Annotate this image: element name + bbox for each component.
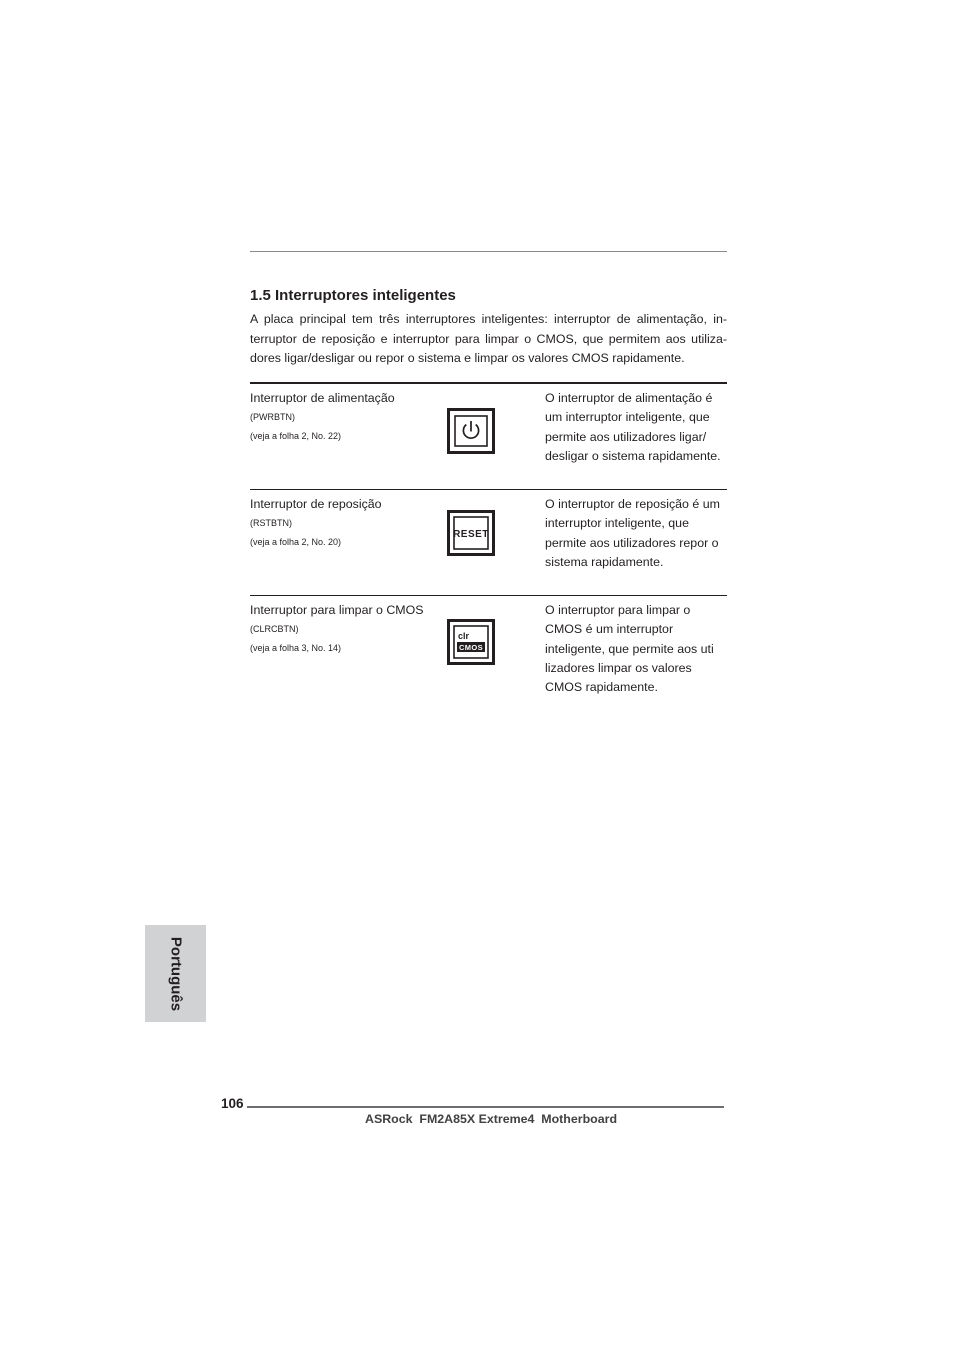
switch-name: Interruptor de reposição: [250, 497, 382, 511]
switch-code: (CLRCBTN): [250, 624, 299, 634]
reset-icon-label: RESET: [453, 529, 489, 540]
section-title: 1.5 Interruptores inteligentes: [250, 287, 456, 304]
footer-product-name: ASRock FM2A85X Extreme4 Motherboard: [365, 1112, 618, 1126]
switch-description: O interruptor para limpar o CMOS é um interruptor inteligente, que permite aos uti lizadores limpar os valores CMOS rapidamente.: [545, 603, 714, 695]
clear-cmos-icon: [447, 619, 495, 665]
switch-code: (PWRBTN): [250, 412, 295, 422]
reset-icon: [447, 510, 495, 556]
switch-reference: (veja a folha 2, No. 22): [250, 431, 342, 441]
clear-cmos-icon-label-bottom: CMOS: [458, 643, 484, 652]
intro-line: terruptor de reposição e interruptor para limpar o CMOS, que permitem aos utiliza-: [250, 331, 727, 346]
power-icon: [447, 408, 495, 454]
switch-row-power: [250, 382, 727, 488]
switch-reference: (veja a folha 3, No. 14): [250, 643, 342, 653]
language-label: Português: [167, 936, 184, 1011]
footer-divider: [247, 1106, 724, 1108]
intro-paragraph: [250, 310, 727, 369]
switch-name: Interruptor para limpar o CMOS: [250, 603, 424, 617]
clear-cmos-icon-label-top: clr: [458, 631, 470, 641]
top-divider: [250, 251, 727, 252]
switch-reference: (veja a folha 2, No. 20): [250, 537, 342, 547]
switch-name: Interruptor de alimentação: [250, 391, 395, 405]
page-number: 106: [221, 1096, 244, 1111]
intro-line: dores ligar/desligar ou repor o sistema e limpar os valores CMOS rapidamente.: [250, 351, 685, 365]
switch-code: (RSTBTN): [250, 518, 292, 528]
language-side-tab: [145, 925, 206, 1022]
switch-description: O interruptor de alimentação é um interruptor inteligente, que permite aos utilizadores ligar/ desligar o sistema rapidamente.: [545, 391, 721, 463]
switch-description: O interruptor de reposição é um interruptor inteligente, que permite aos utilizadores repor o sistema rapidamente.: [545, 497, 720, 569]
switch-row-reset: [250, 489, 727, 594]
switch-row-clear-cmos: [250, 595, 727, 706]
intro-line: A placa principal tem três interruptores inteligentes: interruptor de alimentação, in-: [250, 312, 727, 326]
